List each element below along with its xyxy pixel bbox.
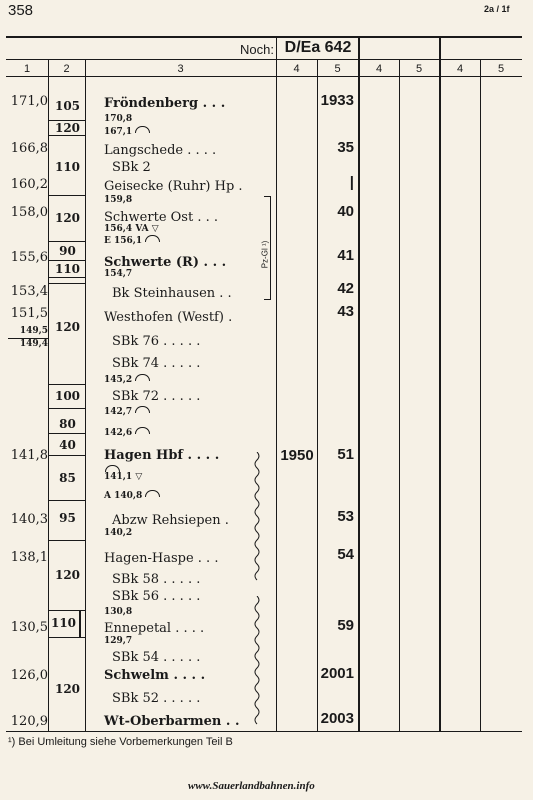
station-sbk74 <box>112 356 200 371</box>
top-rule <box>6 36 522 38</box>
sub-schwerte: 154,7 <box>104 269 133 279</box>
station-name: Fröndenberg <box>104 96 199 111</box>
station-froendenberg <box>104 96 225 111</box>
station-name: Langschede <box>104 143 184 158</box>
station-sbk2: SBk 2 <box>112 160 151 175</box>
speed-schwelm: 120 <box>54 682 81 696</box>
leader-dots: . . . . . <box>163 650 201 665</box>
station-name: Hagen-Haspe <box>104 551 194 566</box>
colnum-rule <box>6 76 522 77</box>
speed-sep <box>49 540 85 541</box>
speed-westhofen: 120 <box>54 320 81 334</box>
speed-sep <box>49 277 85 278</box>
colnum-5b: 5 <box>415 63 423 75</box>
km-schwelm: 126,0 <box>10 668 48 683</box>
page-reference: 2a / 1f <box>484 4 510 14</box>
speed-sep <box>49 433 85 434</box>
leader-dots: . . . <box>197 551 219 566</box>
page-number: 358 <box>8 2 34 19</box>
arc-icon <box>135 374 150 381</box>
speed-r3: 80 <box>59 417 76 431</box>
sub-hagen-b <box>104 490 160 501</box>
speed-ennepetal: 110 <box>50 616 77 630</box>
col-divider-1 <box>48 59 49 731</box>
leader-dots: . . . <box>202 96 226 111</box>
km-oberbarmen: 120,9 <box>10 714 48 729</box>
arc-icon <box>145 235 160 242</box>
station-sbk72 <box>112 389 200 404</box>
sub-r1-b <box>104 126 150 137</box>
time5-steinhausen: 42 <box>337 280 354 297</box>
station-schwerte <box>104 255 226 270</box>
col-divider-8 <box>480 59 481 731</box>
speed-rehsiepen: 95 <box>59 511 76 525</box>
col-divider-3 <box>276 38 277 731</box>
station-name: SBk 72 <box>112 389 160 404</box>
time5-haspe: 54 <box>337 546 354 563</box>
sub-sbk56: 130,8 <box>104 607 133 617</box>
time5-ennepetal: 59 <box>337 617 354 634</box>
station-name: Abzw Rehsiepen <box>112 513 221 528</box>
km-marker: E 156,1 <box>104 236 143 246</box>
station-geisecke <box>104 179 243 194</box>
sub-rehsiepen: 140,2 <box>104 528 133 538</box>
arc-icon <box>135 427 150 434</box>
time4-hagen: 1950 <box>280 447 314 464</box>
km-westhofen-a: 149,5 <box>19 326 48 336</box>
km-schwerte-ost: 158,0 <box>10 205 48 220</box>
footnote: ¹) Bei Umleitung siehe Vorbemerkungen Teil B <box>8 736 233 748</box>
time5-geisecke: | <box>349 174 354 191</box>
speed-schwerte-b: 110 <box>54 262 81 276</box>
speed-sep <box>49 408 85 409</box>
speed-sep <box>49 241 85 242</box>
speed-sep <box>49 384 85 385</box>
time5-schwerte: 41 <box>337 247 354 264</box>
km-froendenberg: 171,0 <box>10 94 48 109</box>
station-name: SBk 54 <box>112 650 160 665</box>
speed-hagen-b: 85 <box>59 471 76 485</box>
km-marker: 145,2 <box>104 375 133 385</box>
time5-langschede: 35 <box>337 139 354 156</box>
station-name: Wt-Oberbarmen <box>104 714 222 729</box>
time5-schwerte-ost: 40 <box>337 203 354 220</box>
leader-dots: . . . . . <box>163 389 201 404</box>
speed-sep <box>49 455 85 456</box>
time5-oberbarmen: 2003 <box>320 710 354 727</box>
leader-dots: . . <box>225 714 240 729</box>
leader-dots: . . <box>219 286 232 301</box>
colnum-5a: 5 <box>334 63 341 75</box>
leader-dots: . <box>238 179 243 194</box>
station-sbk58 <box>112 572 200 587</box>
pzgl-bracket-bottom <box>264 299 271 300</box>
speed-froendenberg: 105 <box>54 99 81 113</box>
sub-schwerte-ost-a: 156,4 VA ▽ <box>104 224 159 234</box>
colnum-4a: 4 <box>293 63 300 75</box>
leader-dots: . . . . . <box>163 572 201 587</box>
km-hagen: 141,8 <box>10 448 48 463</box>
arc-icon <box>135 406 150 413</box>
station-name: Westhofen (Westf) <box>104 310 224 325</box>
km-steinhausen: 153,4 <box>10 284 48 299</box>
leader-dots: . . . . <box>173 668 206 683</box>
colnum-4b: 4 <box>375 63 383 75</box>
leader-dots: . . . . <box>187 143 217 158</box>
km-haspe: 138,1 <box>10 550 48 565</box>
km-marker: 167,1 <box>104 127 133 137</box>
station-schwerte-ost <box>104 210 218 225</box>
colnum-3: 3 <box>177 63 184 75</box>
time5-westhofen: 43 <box>337 303 354 320</box>
speed-sep <box>49 195 85 196</box>
station-name: SBk 74 <box>112 356 160 371</box>
km-marker: A 140,8 <box>104 491 143 501</box>
speed-sep <box>49 637 85 638</box>
station-name: SBk 76 <box>112 334 160 349</box>
station-sbk54 <box>112 650 200 665</box>
sub-sbk72 <box>104 406 150 417</box>
speed-sep <box>49 260 85 261</box>
sub-r1-a: 170,8 <box>104 114 133 124</box>
time5-schwelm: 2001 <box>320 665 354 682</box>
header-rule <box>6 59 522 60</box>
sub-hagen-a: 141,1 ▽ <box>104 472 143 482</box>
station-schwelm <box>104 668 205 683</box>
km-schwerte: 155,6 <box>10 250 48 265</box>
station-langschede <box>104 143 216 158</box>
station-name: Ennepetal <box>104 621 172 636</box>
station-steinhausen <box>112 286 232 301</box>
pzgl-bracket-top <box>264 196 271 197</box>
leader-dots: . . . <box>197 210 219 225</box>
colnum-1: 1 <box>23 63 31 75</box>
speed-r1: 120 <box>54 121 81 135</box>
sub-r3 <box>104 427 150 438</box>
arc-icon <box>105 465 120 472</box>
colnum-5c: 5 <box>497 63 505 75</box>
speed-sbk72: 100 <box>54 389 81 403</box>
col-divider-5 <box>358 38 360 731</box>
col-divider-7 <box>439 38 441 731</box>
leader-dots: . . . . . <box>163 589 201 604</box>
col-divider-6 <box>399 59 400 731</box>
leader-dots: . . . . <box>175 621 205 636</box>
wavy-line-ennepetal <box>252 596 262 726</box>
sub-schwerte-ost-b <box>104 235 160 246</box>
station-name: Bk Steinhausen <box>112 286 216 301</box>
station-name: SBk 58 <box>112 572 160 587</box>
station-name: SBk 52 <box>112 691 160 706</box>
speed-schwerte-ost: 120 <box>54 211 81 225</box>
leader-dots: . . . . . <box>163 334 201 349</box>
noch-label: Noch: <box>240 42 274 57</box>
bottom-rule <box>6 731 522 732</box>
station-rehsiepen <box>112 513 229 528</box>
pzgl-label: Pz-Gl ¹) <box>261 230 270 280</box>
km-rehsiepen: 140,3 <box>10 512 48 527</box>
colnum-4c: 4 <box>456 63 464 75</box>
time5-froendenberg: 1933 <box>320 92 354 109</box>
leader-dots: . <box>224 513 229 528</box>
km-westhofen-b: 149,4 <box>19 339 48 349</box>
km-geisecke: 160,2 <box>10 177 48 192</box>
leader-dots: . . . . <box>187 448 220 463</box>
speed-sep <box>49 283 85 284</box>
km-marker: 142,6 <box>104 428 133 438</box>
speed-sbk2: 110 <box>54 160 81 174</box>
pzgl-bracket <box>270 196 271 300</box>
speed-hagen-a: 40 <box>59 438 76 452</box>
time5-hagen: 51 <box>337 446 354 463</box>
station-haspe <box>104 551 218 566</box>
leader-dots: . . . . . <box>163 691 201 706</box>
station-hagen <box>104 448 219 463</box>
km-marker: 142,7 <box>104 407 133 417</box>
station-name: Hagen Hbf <box>104 448 184 463</box>
speed-schwerte-a: 90 <box>59 244 76 258</box>
leader-dots: . . . . . <box>163 356 201 371</box>
station-ennepetal <box>104 621 204 636</box>
station-oberbarmen <box>104 714 239 729</box>
station-name: Geisecke (Ruhr) Hp <box>104 179 235 194</box>
website-watermark: www.Sauerlandbahnen.info <box>188 780 315 792</box>
station-name: Schwerte Ost <box>104 210 194 225</box>
station-name: Schwerte (R) <box>104 255 199 270</box>
time5-rehsiepen: 53 <box>337 508 354 525</box>
leader-dots: . <box>228 310 233 325</box>
leader-dots: . . . <box>203 255 227 270</box>
wavy-line-hagen <box>252 452 262 582</box>
sub-r2: 159,8 <box>104 195 133 205</box>
arc-icon <box>145 490 160 497</box>
train-number: D/Ea 642 <box>284 39 352 56</box>
sub-ennepetal: 129,7 <box>104 636 133 646</box>
station-sbk76 <box>112 334 200 349</box>
colnum-2: 2 <box>63 63 70 75</box>
km-westhofen: 151,5 <box>10 306 48 321</box>
station-name: SBk 56 <box>112 589 160 604</box>
sub-sbk74 <box>104 374 150 385</box>
station-sbk52 <box>112 691 200 706</box>
speed-sep <box>49 500 85 501</box>
station-sbk56 <box>112 589 200 604</box>
speed-sep <box>49 135 85 136</box>
station-name: Schwelm <box>104 668 169 683</box>
station-westhofen <box>104 310 232 325</box>
arc-icon <box>135 126 150 133</box>
speed-haspe: 120 <box>54 568 81 582</box>
col-divider-2 <box>85 59 86 731</box>
km-langschede: 166,8 <box>10 141 48 156</box>
km-ennepetal: 130,5 <box>10 620 48 635</box>
